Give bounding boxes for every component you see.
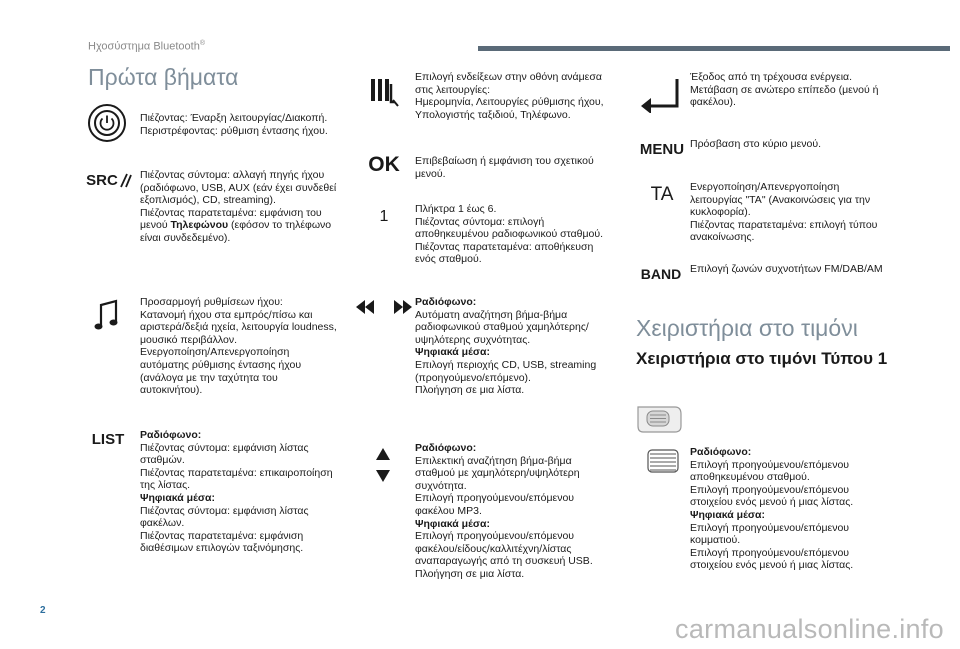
text-line: συχνότητα.: [415, 479, 467, 492]
text-line: σταθμού με χαμηλότερη/υψηλότερη: [415, 467, 580, 480]
text-line: Πιέζοντας σύντομα: εμφάνιση λίστας: [140, 441, 309, 454]
list-label: LIST: [91, 430, 125, 448]
watermark: carmanualsonline.info: [675, 614, 944, 644]
preset-button-icon: [374, 207, 394, 227]
ok-label: OK: [368, 153, 400, 176]
text-line: ραδιοφωνικού σταθμού χαμηλότερης/: [415, 321, 589, 334]
text-line: φακέλου).: [690, 96, 736, 109]
text-line: αυτόματης ρύθμισης έντασης ήχου: [140, 358, 302, 371]
power-knob-icon: [87, 103, 127, 143]
ok-desc: [415, 155, 594, 180]
text-line: Πιέζοντας παρατεταμένα: αποθήκευση: [415, 240, 594, 253]
text-line: αποθηκευμένου σταθμού.: [690, 471, 810, 484]
text-line: αριστερά/δεξιά ηχεία, λειτουργία loudness,: [140, 321, 337, 334]
src-label: SRC: [86, 171, 118, 189]
text-line: Πιέζοντας παρατεταμένα: επιλογή τύπου: [690, 218, 878, 231]
steering-control-unit-icon: [634, 403, 684, 435]
text-line: στις λειτουργίες:: [415, 83, 490, 96]
text-line: Επιλογή προηγούμενου/επόμενου: [415, 530, 575, 543]
text-line: Πιέζοντας παρατεταμένα: επικαιροποίηση: [140, 466, 333, 479]
text-line: Επιλογή ζωνών συχνοτήτων FM/DAB/AM: [690, 263, 883, 275]
text-line: Επιλογή ενδείξεων στην οθόνη ανάμεσα: [415, 71, 602, 83]
text-line: φακέλων.: [140, 517, 185, 530]
steering-controls-subtitle: Χειριστήρια στο τιμόνι Τύπου 1: [636, 349, 888, 368]
radio-heading: Ραδιόφωνο:: [415, 296, 477, 308]
radio-heading: Ραδιόφωνο:: [140, 429, 202, 441]
text-line: Πιέζοντας σύντομα: επιλογή: [415, 215, 545, 228]
header-title: Ηχοσύστημα Bluetooth: [88, 40, 200, 53]
radio-heading: Ραδιόφωνο:: [690, 446, 752, 458]
ta-desc: [690, 181, 877, 244]
steering-controls-title: Χειριστήρια στο τιμόνι: [636, 315, 858, 341]
header-bar: [478, 46, 950, 51]
registered-mark: ®: [199, 40, 206, 47]
text-line: Πιέζοντας σύντομα: αλλαγή πηγής ήχου: [140, 169, 325, 181]
text-line: (ραδιόφωνο, USB, AUX (εάν έχει συνδεθεί: [140, 181, 337, 194]
seek-arrows-icon: [356, 297, 412, 317]
text-line: υψηλότερης συχνότητας.: [415, 333, 531, 346]
page-number: 2: [40, 605, 46, 616]
band-button-icon: [636, 264, 686, 284]
digital-heading: Ψηφιακά μέσα:: [140, 491, 215, 504]
seek-desc: [415, 296, 596, 397]
text-line: Επιλογή προηγούμενου/επόμενου: [690, 458, 850, 471]
text-line: της λίστας.: [140, 479, 191, 492]
text-line: σταθμών.: [140, 454, 185, 467]
text-line: Επιλεκτική αναζήτηση βήμα-βήμα: [415, 454, 572, 467]
text-line: Κατανομή ήχου στα εμπρός/πίσω και: [140, 308, 313, 321]
text-line: [140, 219, 336, 232]
text-line: ενός σταθμού.: [415, 253, 482, 266]
text-line: Πιέζοντας παρατεταμένα: εμφάνιση: [140, 529, 304, 542]
text-line: ανακοίνωσης.: [690, 231, 755, 244]
text-line: Επιβεβαίωση ή εμφάνιση του σχετικού: [415, 155, 594, 167]
digital-heading: Ψηφιακά μέσα:: [415, 517, 490, 530]
thumbwheel-icon: [644, 448, 682, 474]
updown-desc: [415, 442, 593, 581]
text-line: αναπαραγωγής από τη συσκευή USB.: [415, 555, 593, 568]
list-desc: [140, 429, 333, 555]
preset-label: 1: [379, 208, 389, 225]
text-line: αυτοκινήτου).: [140, 384, 203, 397]
text-line: είναι συνδεδεμένο).: [140, 231, 231, 244]
text-line: μουσικό περιβάλλον.: [140, 333, 238, 346]
up-down-arrows-icon: [374, 446, 392, 484]
text-line: Πρόσβαση στο κύριο μενού.: [690, 138, 821, 150]
music-note-icon: [92, 298, 120, 334]
text-line: Ενεργοποίηση/Απενεργοποίηση: [140, 346, 290, 359]
digital-heading: Ψηφιακά μέσα:: [415, 346, 490, 359]
back-arrow-icon: [638, 76, 682, 114]
phone-menu-term: Τηλεφώνου: [170, 219, 229, 232]
display-mode-icon: [368, 76, 400, 108]
text-line: κομματιού.: [690, 534, 741, 547]
text-line: Προσαρμογή ρυθμίσεων ήχου:: [140, 296, 283, 308]
text-line: στοιχείου ενός μενού ή μιας λίστας.: [690, 559, 854, 572]
text-line: διαθέσιμων επιλογών ταξινόμησης.: [140, 542, 304, 555]
wheel-desc: [690, 446, 853, 572]
menu-button-icon: [636, 139, 688, 159]
audio-desc: [140, 296, 337, 397]
src-desc: [140, 169, 336, 245]
digital-heading: Ψηφιακά μέσα:: [690, 508, 765, 521]
preset-desc: [415, 203, 603, 266]
radio-heading: Ραδιόφωνο:: [415, 442, 477, 454]
text-line: Μετάβαση σε ανώτερο επίπεδο (μενού ή: [690, 83, 879, 96]
text-line: εξοπλισμός), CD, streaming).: [140, 194, 276, 207]
text-fragment: (εφόσον το τηλέφωνο: [228, 219, 332, 232]
text-line: στοιχείου ενός μενού ή μιας λίστας.: [690, 496, 854, 509]
display-desc: [415, 71, 604, 121]
menu-label: MENU: [639, 140, 685, 158]
text-line: (ανάλογα με την ταχύτητα του: [140, 371, 278, 384]
power-desc: [140, 112, 328, 137]
text-line: Πιέζοντας σύντομα: εμφάνιση λίστας: [140, 504, 309, 517]
text-line: Πλήκτρα 1 έως 6.: [415, 203, 497, 215]
list-button-icon: [88, 430, 128, 448]
first-steps-title: Πρώτα βήματα: [88, 64, 239, 90]
text-line: Περιστρέφοντας: ρύθμιση έντασης ήχου.: [140, 124, 328, 137]
text-line: φακέλου/είδους/καλλιτέχνη/λίστας: [415, 542, 572, 555]
text-line: μενού.: [415, 167, 446, 180]
text-line: Υπολογιστής ταξιδιού, Τηλέφωνο.: [415, 108, 571, 121]
src-button-icon: [86, 171, 132, 189]
text-line: Επιλογή προηγούμενου/επόμενου: [415, 492, 575, 505]
menu-desc: [690, 138, 821, 151]
text-line: κυκλοφορία).: [690, 206, 751, 219]
band-desc: [690, 263, 883, 276]
text-line: Πιέζοντας παρατεταμένα: εμφάνιση του: [140, 206, 322, 219]
text-line: φακέλου MP3.: [415, 504, 482, 517]
ta-label: TA: [650, 184, 674, 205]
section-header: [88, 40, 205, 53]
text-line: Πλοήγηση σε μια λίστα.: [415, 384, 525, 397]
back-desc: [690, 71, 878, 109]
text-line: λειτουργίας "TA" (Ανακοινώσεις για την: [690, 193, 871, 206]
text-line: Ενεργοποίηση/Απενεργοποίηση: [690, 181, 840, 193]
text-line: Έξοδος από τη τρέχουσα ενέργεια.: [690, 71, 853, 83]
text-line: Πλοήγηση σε μια λίστα.: [415, 567, 525, 580]
text-fragment: μενού: [140, 219, 171, 232]
text-line: Ημερομηνία, Λειτουργίες ρύθμισης ήχου,: [415, 96, 604, 109]
ta-button-icon: [644, 183, 680, 207]
text-line: Επιλογή προηγούμενου/επόμενου: [690, 521, 850, 534]
text-line: Επιλογή προηγούμενου/επόμενου: [690, 546, 850, 559]
ok-button-icon: [366, 153, 402, 177]
text-line: αποθηκευμένου ραδιοφωνικού σταθμού.: [415, 228, 604, 241]
text-line: Επιλογή προηγούμενου/επόμενου: [690, 483, 850, 496]
band-label: BAND: [640, 266, 682, 282]
text-line: Πιέζοντας: Έναρξη λειτουργίας/Διακοπή.: [140, 112, 328, 124]
text-line: Αυτόματη αναζήτηση βήμα-βήμα: [415, 308, 568, 321]
text-line: Επιλογή περιοχής CD, USB, streaming: [415, 358, 597, 371]
text-line: (προηγούμενο/επόμενο).: [415, 371, 531, 384]
